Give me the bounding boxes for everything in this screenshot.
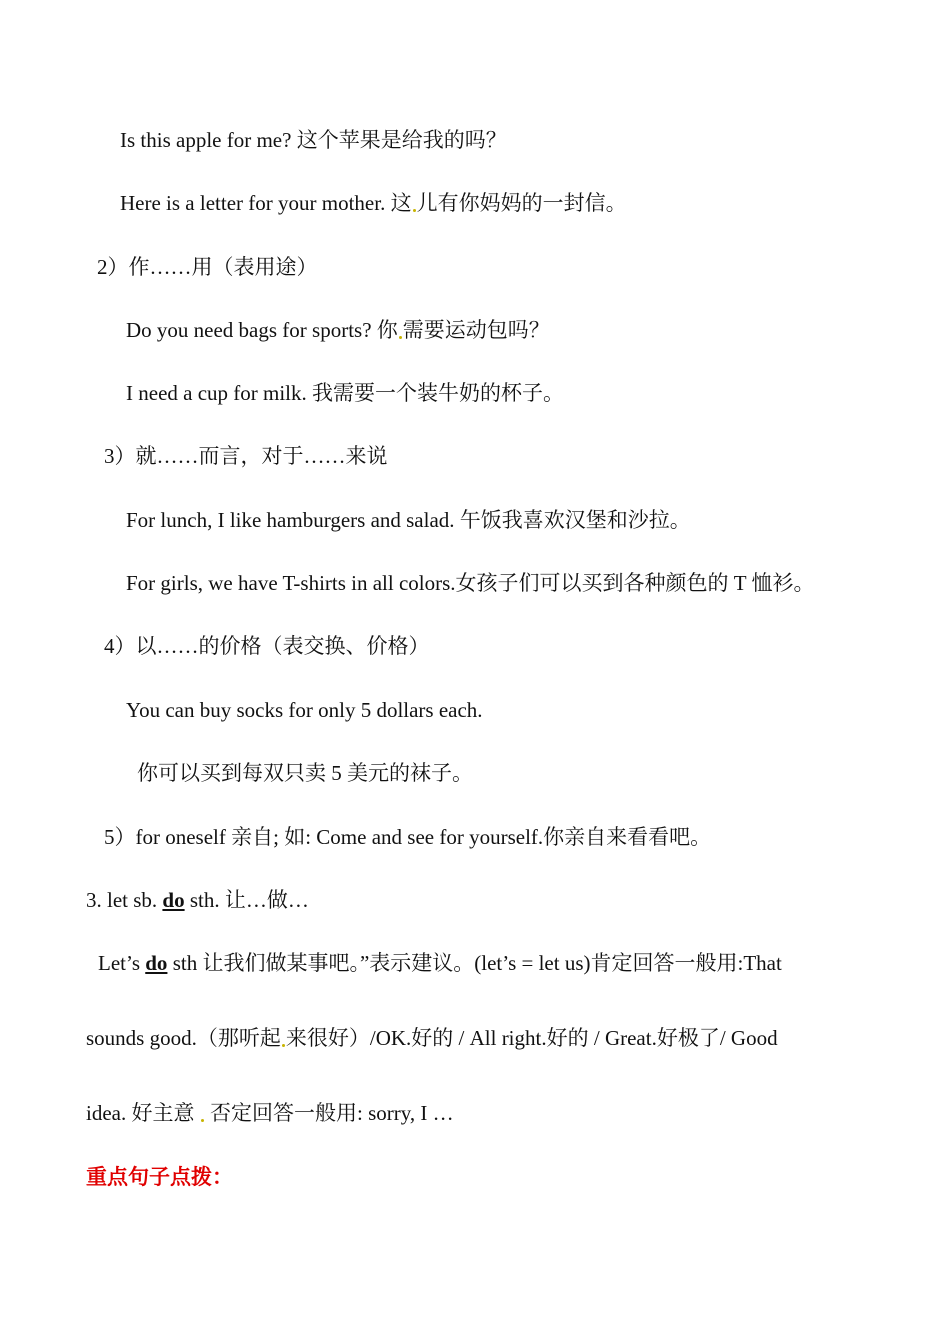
point-3-text-c: sth. 让…做… [184,888,309,912]
example-socks-translation-text: 你可以买到每双只卖 5 美元的袜子。 [137,761,473,785]
example-letter-for-mother [120,189,627,217]
usage-heading-2-text: 2）作……用（表用途） [97,255,318,279]
point-3-keyword: do [162,888,185,912]
marker-dot [399,336,402,339]
lets-text-a: Let’s [98,951,146,975]
example-bags-for-sports [126,316,550,344]
point-3-heading [86,886,309,914]
positive-replies-text-a: sounds good.（那听起 [86,1026,281,1050]
example-cup-text: I need a cup for milk. 我需要一个装牛奶的杯子。 [126,381,565,405]
example-cup-for-milk [126,379,564,407]
usage-heading-5-text: 5）for oneself 亲自; 如: Come and see for yourself.你亲自来看看吧。 [104,825,712,849]
usage-heading-3 [104,442,388,470]
marker-dot [413,209,416,212]
example-for-girls [126,569,815,597]
lets-text-c: sth 让我们做某事吧。”表示建议。(let’s = let us)肯定回答一般用:That [167,951,782,975]
positive-replies-text-b: 来很好）/OK.好的 / All right.好的 / Great.好极了/ Good [285,1026,778,1050]
example-girls-text: For girls, we have T-shirts in all colors.女孩子们可以买到各种颜色的 T 恤衫。 [126,571,815,595]
marker-dot [282,1044,285,1047]
example-socks-text: You can buy socks for only 5 dollars each. [126,698,483,722]
example-lunch-text: For lunch, I like hamburgers and salad. 午饭我喜欢汉堡和沙拉。 [126,508,691,532]
negative-replies [86,1099,454,1127]
lets-keyword: do [145,951,168,975]
key-sentences-heading-text: 重点句子点拨： [86,1165,233,1189]
usage-heading-2 [97,253,318,281]
example-buy-socks-translation [137,759,473,787]
point-3-text-a: 3. let sb. [86,888,163,912]
positive-replies [86,1024,778,1052]
key-sentences-heading [86,1163,233,1191]
usage-heading-5 [104,823,711,851]
example-bags-text-b: 需要运动包吗？ [402,318,550,342]
usage-heading-4 [104,632,430,660]
example-apple-text: Is this apple for me? 这个苹果是给我的吗？ [120,128,507,152]
lets-do-explanation [98,949,782,977]
example-for-lunch [126,506,691,534]
example-buy-socks [126,696,483,724]
negative-replies-text-a: idea. 好主意 [86,1101,200,1125]
example-letter-text-a: Here is a letter for your mother. 这 [120,191,412,215]
usage-heading-4-text: 4）以……的价格（表交换、价格） [104,634,430,658]
example-apple-for-me [120,126,507,154]
marker-dot [201,1119,204,1122]
example-bags-text-a: Do you need bags for sports? 你 [126,318,398,342]
usage-heading-3-text: 3）就……而言，对于……来说 [104,444,388,468]
negative-replies-text-b: 否定回答一般用: sorry, I … [204,1101,454,1125]
example-letter-text-b: 儿有你妈妈的一封信。 [416,191,627,215]
